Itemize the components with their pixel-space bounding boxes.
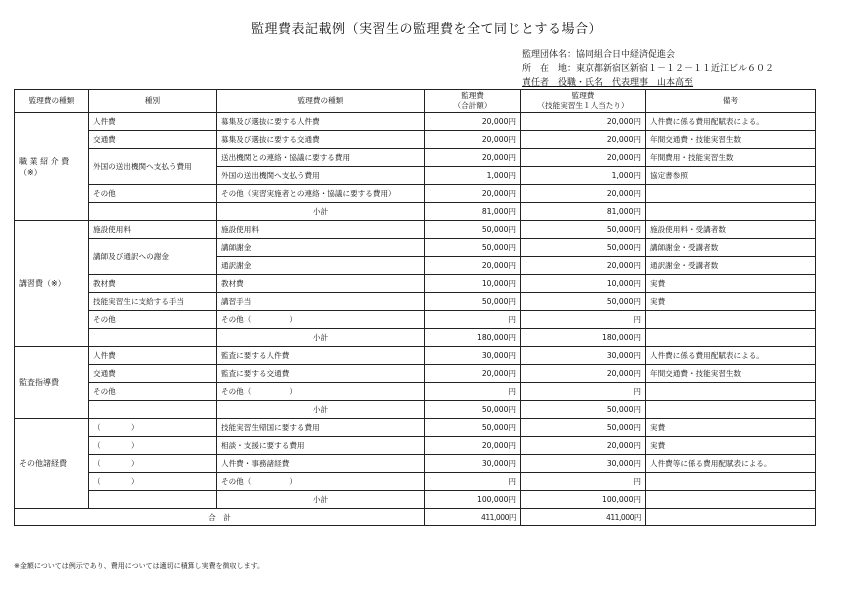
row-per: 円	[521, 473, 646, 491]
page-title: 監理費表記載例（実習生の監理費を全て同じとする場合）	[250, 22, 602, 37]
row-name: その他（ ）	[217, 383, 425, 401]
row-total: 10,000円	[425, 275, 521, 293]
subtotal-label: 小計	[217, 203, 425, 221]
row-kind: （ ）	[89, 473, 217, 491]
row-kind: 技能実習生に支給する手当	[89, 293, 217, 311]
header-total	[425, 90, 521, 113]
row-per: 50,000円	[521, 221, 646, 239]
row-name: 相談・支援に要する費用	[217, 437, 425, 455]
table-row	[15, 113, 816, 131]
row-total: 円	[425, 383, 521, 401]
group-label-placement: 職 業 紹 介 費 （※）	[15, 113, 89, 221]
table-row	[15, 419, 816, 437]
row-kind: 教材費	[89, 275, 217, 293]
group-label-other: その他諸経費	[15, 419, 89, 509]
row-note: 年間交通費・技能実習生数	[646, 365, 816, 383]
row-total: 50,000円	[425, 221, 521, 239]
row-total: 20,000円	[425, 365, 521, 383]
row-total: 20,000円	[425, 149, 521, 167]
row-total: 1,000円	[425, 167, 521, 185]
header-row	[15, 90, 816, 113]
table-row	[15, 365, 816, 383]
row-kind: その他	[89, 185, 217, 203]
subtotal-total: 81,000円	[425, 203, 521, 221]
row-note	[646, 473, 816, 491]
row-kind: その他	[89, 311, 217, 329]
table-row	[15, 455, 816, 473]
row-name: 人件費・事務諸経費	[217, 455, 425, 473]
row-kind: 人件費	[89, 347, 217, 365]
subtotal-row	[15, 329, 816, 347]
row-per: 20,000円	[521, 365, 646, 383]
subtotal-per: 100,000円	[521, 491, 646, 509]
header-total-l1: 監理費	[461, 91, 484, 100]
row-total: 50,000円	[425, 419, 521, 437]
table-row	[15, 473, 816, 491]
row-note: 協定書参照	[646, 167, 816, 185]
header-kind: 種別	[89, 90, 217, 113]
row-per: 50,000円	[521, 419, 646, 437]
row-per: 20,000円	[521, 149, 646, 167]
table-row	[15, 347, 816, 365]
row-note: 実費	[646, 419, 816, 437]
row-per: 30,000円	[521, 347, 646, 365]
row-note: 実費	[646, 437, 816, 455]
subtotal-label: 小計	[217, 329, 425, 347]
subtotal-row	[15, 401, 816, 419]
header-per-l2: （技能実習生１人当たり）	[537, 101, 629, 110]
subtotal-total: 50,000円	[425, 401, 521, 419]
row-total: 20,000円	[425, 257, 521, 275]
org-representative-line	[522, 75, 693, 88]
table-row	[15, 293, 816, 311]
row-kind: （ ）	[89, 455, 217, 473]
row-note: 人件費に係る費用配賦表による。	[646, 113, 816, 131]
grand-total-row	[15, 509, 816, 526]
org-rep-label: 責任者 役職・氏名	[522, 78, 604, 88]
row-total: 20,000円	[425, 185, 521, 203]
header-type: 監理費の種類	[15, 90, 89, 113]
table-row	[15, 311, 816, 329]
row-note: 講師謝金・受講者数	[646, 239, 816, 257]
row-name: 募集及び選抜に要する人件費	[217, 113, 425, 131]
row-per: 50,000円	[521, 293, 646, 311]
row-note	[646, 383, 816, 401]
row-kind: 講師及び通訳への謝金	[89, 239, 217, 275]
row-kind: 施設使用料	[89, 221, 217, 239]
row-per: 円	[521, 383, 646, 401]
row-note: 人件費に係る費用配賦表による。	[646, 347, 816, 365]
table-row	[15, 239, 816, 257]
org-name-label: 監理団体名：	[522, 50, 577, 60]
row-kind: その他	[89, 383, 217, 401]
header-note: 備考	[646, 90, 816, 113]
group-label-course: 講習費（※）	[15, 221, 89, 347]
org-address-label: 所 在 地：	[522, 64, 577, 74]
row-total: 30,000円	[425, 347, 521, 365]
subtotal-row	[15, 203, 816, 221]
table-row	[15, 221, 816, 239]
table-row	[15, 185, 816, 203]
row-total: 円	[425, 473, 521, 491]
row-note: 施設使用料・受講者数	[646, 221, 816, 239]
header-total-l2: （合計額）	[453, 101, 492, 110]
header-per	[521, 90, 646, 113]
table-row	[15, 437, 816, 455]
row-note: 人件費等に係る費用配賦表による。	[646, 455, 816, 473]
row-name: 監査に要する交通費	[217, 365, 425, 383]
row-note: 年間費用・技能実習生数	[646, 149, 816, 167]
table-row	[15, 275, 816, 293]
row-kind: 人件費	[89, 113, 217, 131]
grand-total-label: 合 計	[15, 509, 425, 526]
table-row	[15, 149, 816, 167]
org-address-line	[522, 61, 774, 74]
grand-total-per: 411,000円	[521, 509, 646, 526]
row-per: 20,000円	[521, 113, 646, 131]
subtotal-label: 小計	[217, 401, 425, 419]
subtotal-total: 180,000円	[425, 329, 521, 347]
row-note	[646, 311, 816, 329]
subtotal-row	[15, 491, 816, 509]
grand-total-value: 411,000円	[425, 509, 521, 526]
row-name: 施設使用料	[217, 221, 425, 239]
row-total: 50,000円	[425, 239, 521, 257]
row-name: 講習手当	[217, 293, 425, 311]
row-total: 30,000円	[425, 455, 521, 473]
table-row	[15, 131, 816, 149]
row-per: 20,000円	[521, 185, 646, 203]
row-per: 10,000円	[521, 275, 646, 293]
row-kind: 交通費	[89, 131, 217, 149]
row-note: 通訳謝金・受講者数	[646, 257, 816, 275]
subtotal-per: 50,000円	[521, 401, 646, 419]
row-total: 50,000円	[425, 293, 521, 311]
row-kind: 交通費	[89, 365, 217, 383]
row-name: 監査に要する人件費	[217, 347, 425, 365]
row-name: 通訳謝金	[217, 257, 425, 275]
subtotal-per: 81,000円	[521, 203, 646, 221]
row-total: 20,000円	[425, 437, 521, 455]
footnote: ※金額については例示であり、費用については適切に積算し実費を徴収します。	[14, 562, 265, 570]
org-rep: 代表理事 山本高至	[612, 78, 694, 88]
row-name: 教材費	[217, 275, 425, 293]
subtotal-total: 100,000円	[425, 491, 521, 509]
subtotal-per: 180,000円	[521, 329, 646, 347]
row-total: 20,000円	[425, 131, 521, 149]
row-name: その他（ ）	[217, 473, 425, 491]
row-name: 講師謝金	[217, 239, 425, 257]
header-per-l1: 監理費	[571, 91, 595, 100]
row-kind: （ ）	[89, 437, 217, 455]
subtotal-label: 小計	[217, 491, 425, 509]
table-row	[15, 383, 816, 401]
row-per: 20,000円	[521, 131, 646, 149]
row-total: 円	[425, 311, 521, 329]
row-kind: （ ）	[89, 419, 217, 437]
row-name: 外国の送出機関へ支払う費用	[217, 167, 425, 185]
row-per: 20,000円	[521, 257, 646, 275]
org-address: 東京都新宿区新宿１－１２－１１近江ビル６０２	[576, 64, 775, 74]
row-name: 募集及び選抜に要する交通費	[217, 131, 425, 149]
row-total: 20,000円	[425, 113, 521, 131]
row-note: 実費	[646, 275, 816, 293]
header-name: 監理費の種類	[217, 90, 425, 113]
row-per: 50,000円	[521, 239, 646, 257]
row-per: 円	[521, 311, 646, 329]
org-name-line	[522, 47, 675, 60]
row-note: 実費	[646, 293, 816, 311]
row-name: 送出機関との連絡・協議に要する費用	[217, 149, 425, 167]
fee-table	[14, 89, 816, 526]
org-name: 協同組合日中経済促進会	[576, 50, 676, 60]
row-kind: 外国の送出機関へ支払う費用	[89, 149, 217, 185]
row-name: 技能実習生帰国に要する費用	[217, 419, 425, 437]
group-label-audit: 監査指導費	[15, 347, 89, 419]
row-per: 30,000円	[521, 455, 646, 473]
row-per: 1,000円	[521, 167, 646, 185]
row-name: その他（ ）	[217, 311, 425, 329]
row-per: 20,000円	[521, 437, 646, 455]
row-note: 年間交通費・技能実習生数	[646, 131, 816, 149]
row-name: その他（実習実施者との連絡・協議に要する費用）	[217, 185, 425, 203]
row-note	[646, 185, 816, 203]
